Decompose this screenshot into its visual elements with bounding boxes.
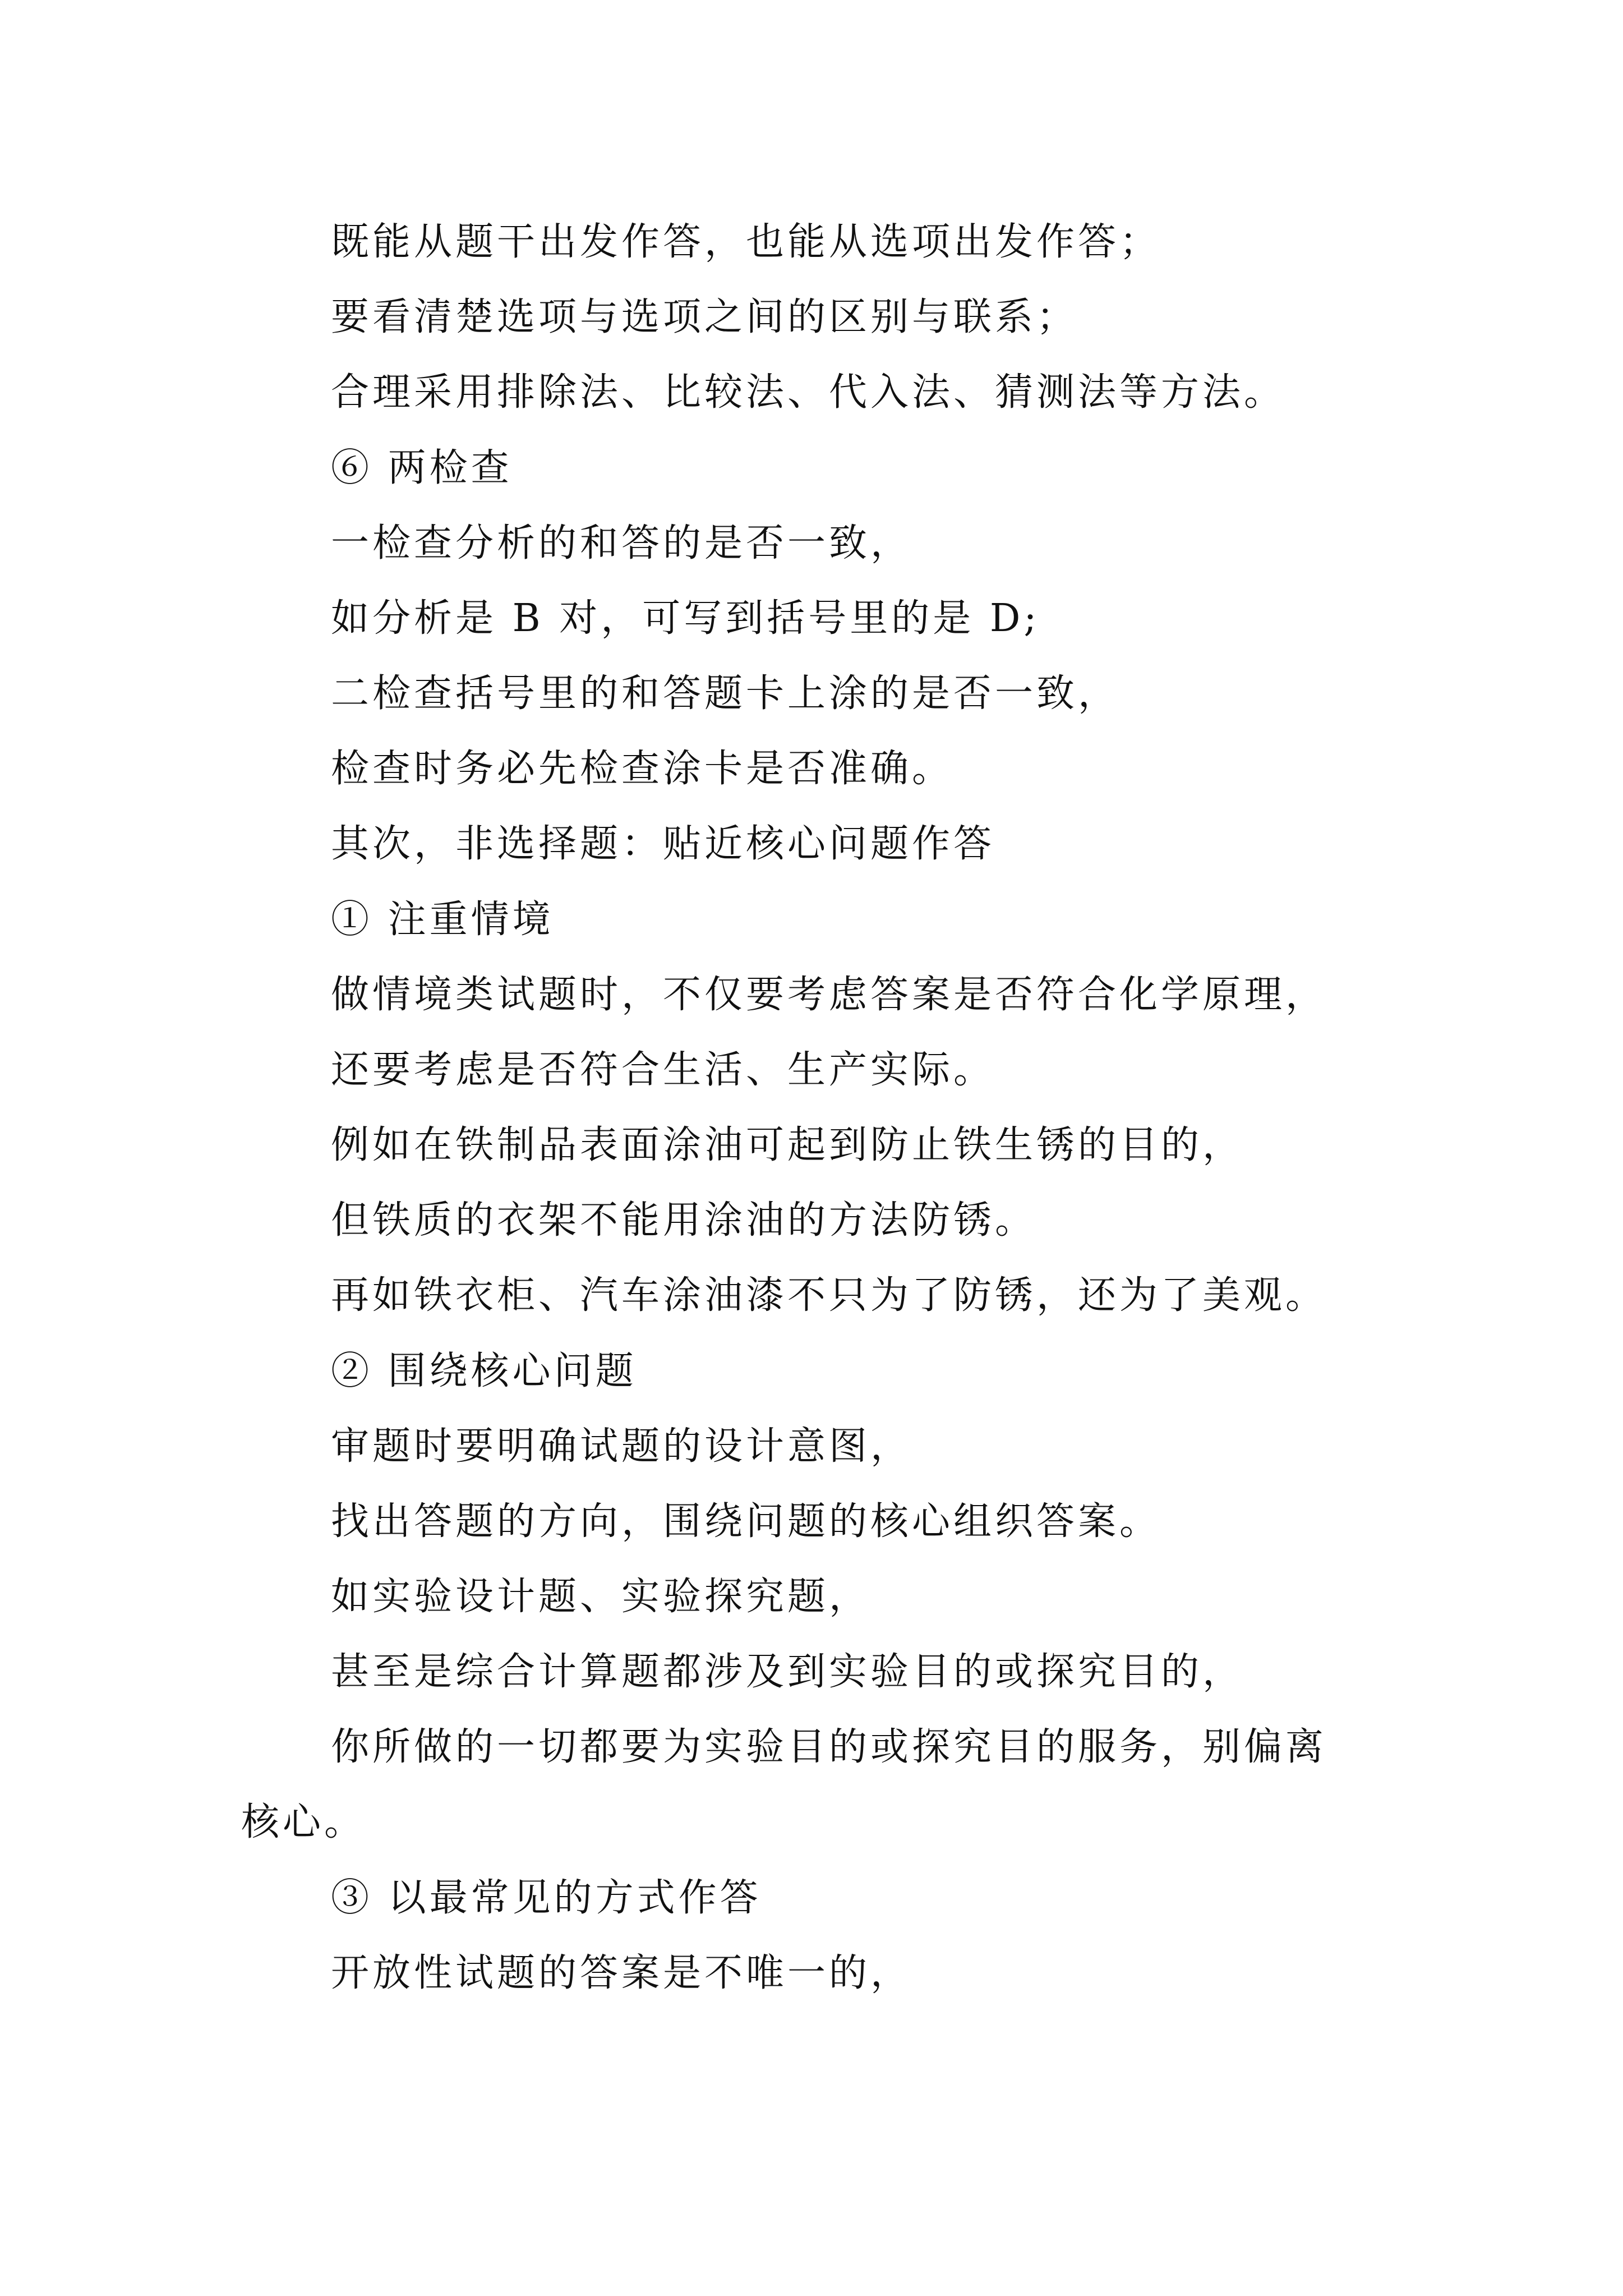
- section-heading: ② 围绕核心问题: [331, 1349, 637, 1393]
- text-line: 例如在铁制品表面涂油可起到防止铁生锈的目的，: [331, 1123, 1244, 1167]
- text-line: 检查时务必先检查涂卡是否准确。: [331, 747, 954, 791]
- text-line-continuation: 核心。: [241, 1800, 366, 1844]
- text-line: 如实验设计题、实验探究题，: [331, 1575, 871, 1619]
- text-line: 但铁质的衣架不能用涂油的方法防锈。: [331, 1198, 1037, 1243]
- text-line: 其次，非选择题：贴近核心问题作答: [331, 822, 995, 866]
- text-line: 开放性试题的答案是不唯一的，: [331, 1951, 912, 1995]
- text-line: 甚至是综合计算题都涉及到实验目的或探究目的，: [331, 1650, 1244, 1694]
- text-line: 合理采用排除法、比较法、代入法、猜测法等方法。: [331, 370, 1286, 415]
- text-line: 既能从题干出发作答，也能从选项出发作答；: [331, 220, 1161, 264]
- text-line: 一检查分析的和答的是否一致，: [331, 521, 912, 565]
- text-line: 做情境类试题时，不仅要考虑答案是否符合化学原理，: [331, 973, 1327, 1017]
- text-line: 如分析是 B 对，可写到括号里的是 D;: [331, 596, 1040, 641]
- text-line: 还要考虑是否符合生活、生产实际。: [331, 1048, 995, 1092]
- text-line: 你所做的一切都要为实验目的或探究目的服务，别偏离: [331, 1725, 1327, 1769]
- section-heading: ③ 以最常见的方式作答: [331, 1876, 762, 1920]
- text-line: 再如铁衣柜、汽车涂油漆不只为了防锈，还为了美观。: [331, 1273, 1327, 1318]
- text-line: 要看清楚选项与选项之间的区别与联系；: [331, 295, 1078, 339]
- section-heading: ⑥ 两检查: [331, 446, 513, 490]
- text-line: 找出答题的方向，围绕问题的核心组织答案。: [331, 1499, 1161, 1544]
- section-heading: ① 注重情境: [331, 898, 554, 942]
- text-line: 审题时要明确试题的设计意图，: [331, 1424, 912, 1469]
- text-line: 二检查括号里的和答题卡上涂的是否一致，: [331, 671, 1120, 716]
